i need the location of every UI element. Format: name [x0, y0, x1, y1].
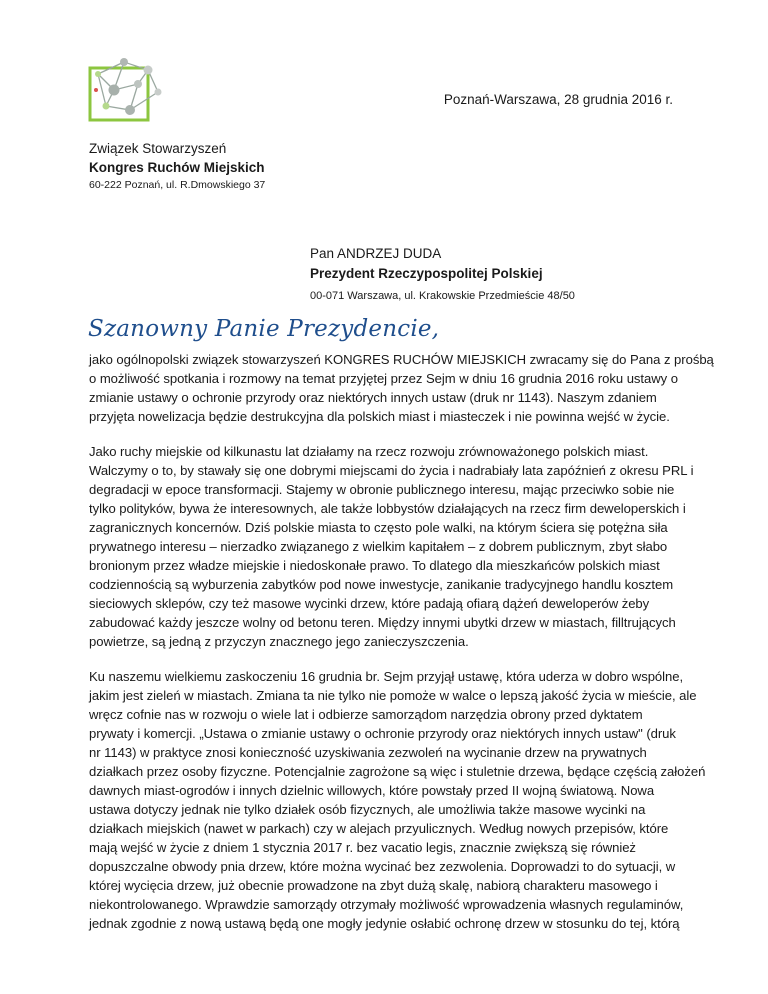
- text-line: przyjęta nowelizacja będzie destrukcyjna dla polskich miast i miasteczek i nie powinna wejść w życie.: [89, 409, 670, 424]
- salutation: Szanowny Panie Prezydencie,: [88, 316, 440, 342]
- text-line: zabudować każdy jeszcze wolny od betonu teren. Między innymi ubytki drzew w miastach, filltrujących: [89, 615, 676, 630]
- text-line: wręcz cofnie nas w rozwoju o wiele lat i odbierze samorządom narzędzia obrony przed dyktatem: [89, 707, 643, 722]
- sender-block: [89, 139, 265, 193]
- text-line: zmianie ustawy o ochronie przyrody oraz niektórych innych ustaw (druk nr 1143). Naszym zdaniem: [89, 390, 657, 405]
- text-line: Ku naszemu wielkiemu zaskoczeniu 16 grudnia br. Sejm przyjął ustawę, która uderza w dobro wspólne,: [89, 669, 684, 684]
- text-line: mają wejść w życie z dniem 1 stycznia 2017 r. bez vacatio legis, znacznie zwiększą się również: [89, 840, 636, 855]
- text-line: degradacji w epoce transformacji. Stajemy w obronie publicznego interesu, mając przeciwko sobie nie: [89, 482, 675, 497]
- text-line: o możliwość spotkania i rozmowy na temat przyjętej przez Sejm w dniu 16 grudnia 2016 roku ustawy o: [89, 371, 678, 386]
- text-line: jako ogólnopolski związek stowarzyszeń KONGRES RUCHÓW MIEJSKICH zwracamy się do Pana z prośbą: [89, 352, 714, 367]
- text-line: jakim jest zieleń w miastach. Zmiana ta nie tylko nie pomoże w walce o lepszą jakość życia w mieście, ale: [89, 688, 697, 703]
- paragraph-3: [89, 667, 706, 933]
- text-line: codziennością są wyburzenia zabytków pod nowe inwestycje, zanikanie tradycyjnego handlu kosztem: [89, 577, 674, 592]
- text-line: ustawa dotyczy jednak nie tylko działek osób fizycznych, ale umożliwia także masowe wycinki na: [89, 802, 646, 817]
- text-line: dawnych miast-ogrodów i innych dzielnic willowych, które powstały przed II wojną światową. Nowa: [89, 783, 655, 798]
- paragraph-1: [89, 350, 714, 426]
- text-line: Walczymy o to, by stawały się one dobrymi miejscami do życia i nadrabiały lata zapóźnień z okresu PRL i: [89, 463, 694, 478]
- text-line: prywatnego interesu – nierzadko związanego z wielkim kapitałem – z dobrem publicznym, zbyt słabo: [89, 539, 668, 554]
- sender-address: 60-222 Poznań, ul. R.Dmowskiego 37: [89, 179, 266, 191]
- text-line: sieciowych sklepów, czy też masowe wycinki drzew, które padają ofiarą dążeń deweloperów żeby: [89, 596, 650, 611]
- text-line: powietrze, są jedną z przyczyn znacznego jego zanieczyszczenia.: [89, 634, 469, 649]
- text-line: prywaty i komercji. „Ustawa o zmianie ustawy o ochronie przyrody oraz niektórych innych ustaw" (druk: [89, 726, 676, 741]
- recipient-block: [310, 244, 575, 305]
- kongres-ruchow-miejskich-logo: [86, 48, 166, 126]
- recipient-address: 00-071 Warszawa, ul. Krakowskie Przedmieście 48/50: [310, 290, 575, 302]
- text-line: Jako ruchy miejskie od kilkunastu lat działamy na rzecz rozwoju zrównoważonego polskich miast.: [89, 444, 649, 459]
- text-line: niekontrolowanego. Wprawdzie samorządy otrzymały możliwość wprowadzenia własnych regulaminów,: [89, 897, 684, 912]
- text-line: działkach miejskich (nawet w parkach) czy w alejach przyulicznych. Według nowych przepisów, które: [89, 821, 669, 836]
- text-line: nr 1143) w praktyce znosi konieczność uzyskiwania zezwoleń na wycinanie drzew na prywatnych: [89, 745, 647, 760]
- text-line: której wycięcia drzew, już obecnie prowadzone na zbyt dużą skalę, nabiorą charakteru masowego i: [89, 878, 658, 893]
- text-line: tylko polityków, bywa że interesownych, ale także lobbystów działających na rzecz firm deweloperskich i: [89, 501, 686, 516]
- letter-date: Poznań-Warszawa, 28 grudnia 2016 r.: [443, 92, 673, 107]
- network-logo-icon: [86, 48, 166, 126]
- text-line: zagranicznych koncernów. Dziś polskie miasta to często pole walki, na którym ściera się potężna siła: [89, 520, 668, 535]
- text-line: dopuszczalne obwody pnia drzew, które można wycinać bez zezwolenia. Doprowadzi to do sytuacji, w: [89, 859, 676, 874]
- text-line: jednak zgodnie z nową ustawą będą one mogły jedynie osłabić ochronę drzew w stosunku do tej, którą: [89, 916, 680, 931]
- letter-body: [89, 350, 714, 949]
- sender-name: Kongres Ruchów Miejskich: [89, 160, 265, 175]
- recipient-title: Prezydent Rzeczypospolitej Polskiej: [310, 266, 543, 281]
- recipient-name: Pan ANDRZEJ DUDA: [310, 246, 442, 261]
- sender-organization-type: Związek Stowarzyszeń: [89, 141, 227, 156]
- text-line: działkach przez osoby fizyczne. Potencjalnie zagrożone są więc i stuletnie drzewa, będące częścią założeń: [89, 764, 706, 779]
- text-line: bronionym przez władze miejskie i niedoskonałe prawo. To dlatego dla mieszkańców polskich miast: [89, 558, 660, 573]
- paragraph-2: [89, 442, 694, 651]
